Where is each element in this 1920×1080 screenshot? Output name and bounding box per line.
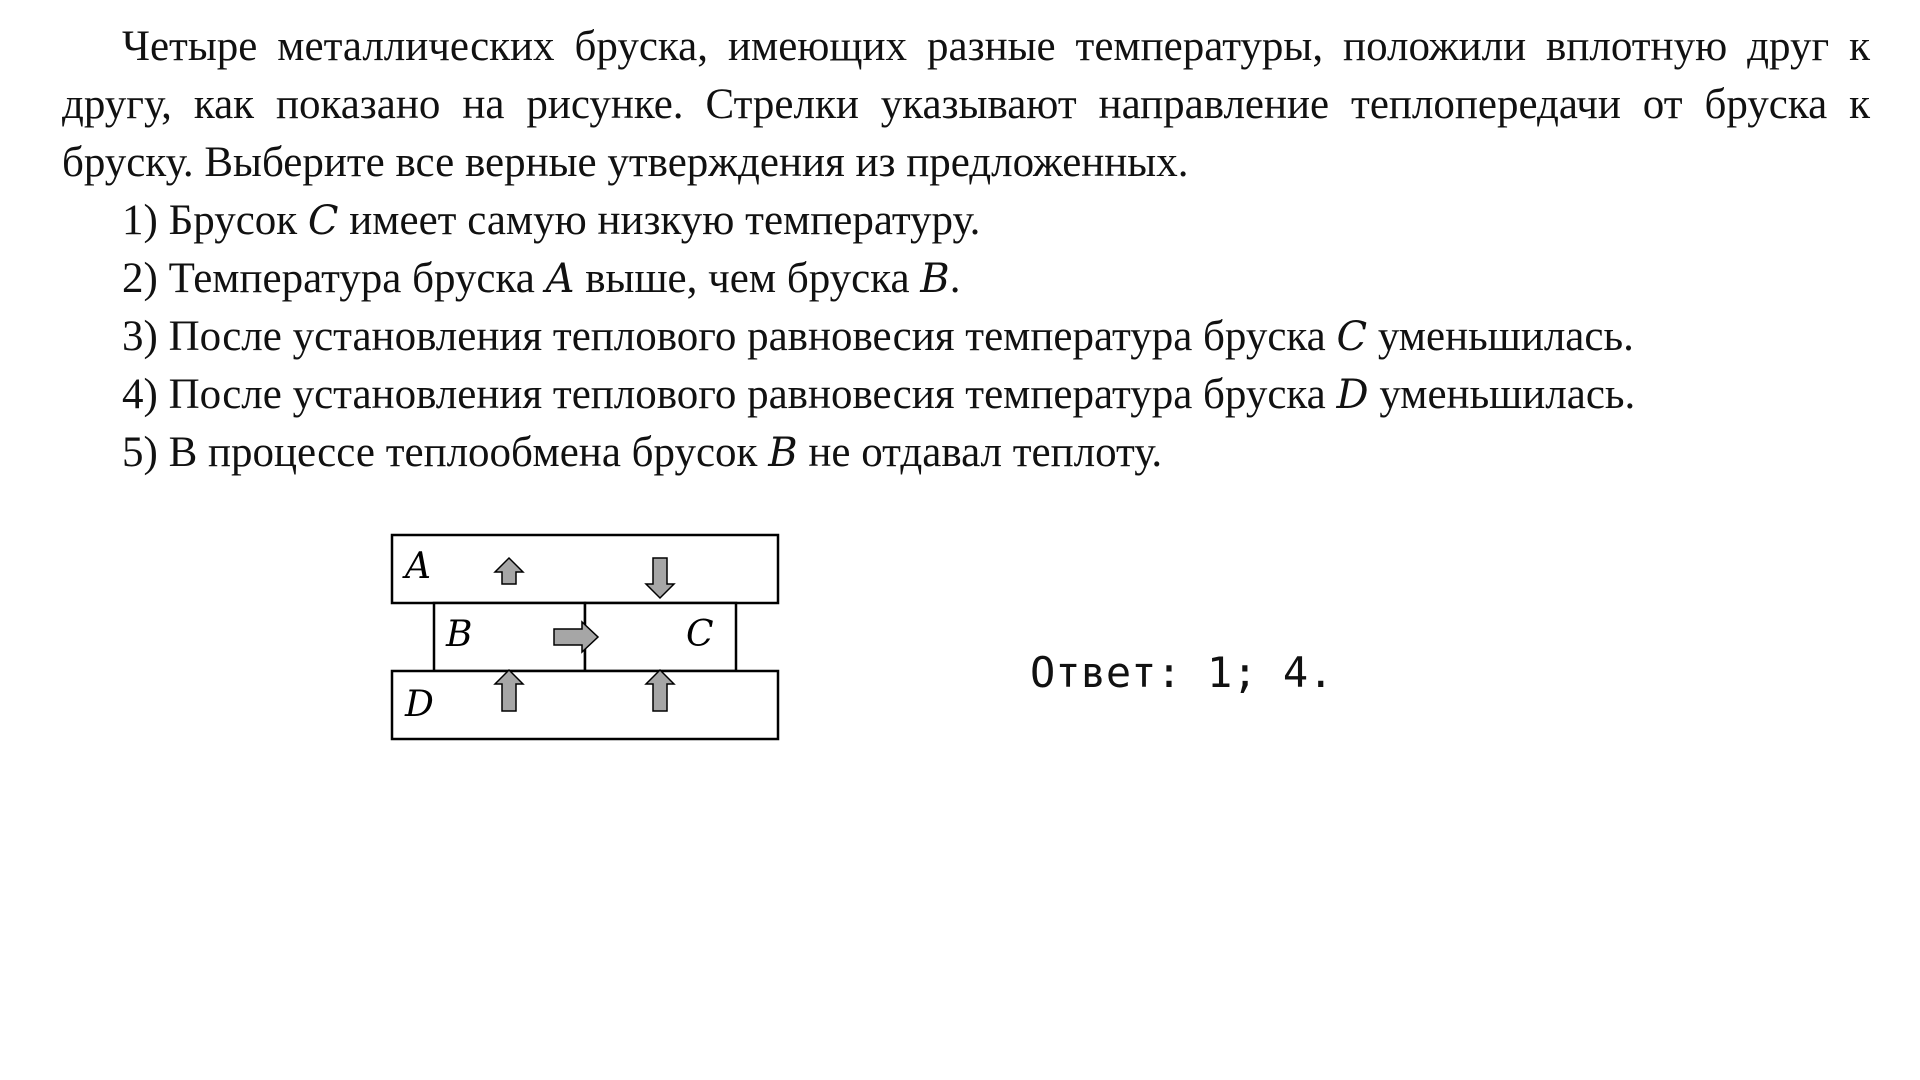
bar-b-label: B	[446, 614, 473, 655]
option-4-start: 4) После установления теплового равновесия температура бруска	[122, 371, 1337, 418]
option-3-variable: C	[1336, 314, 1368, 360]
option-5-end: не отдавал теплоту.	[797, 429, 1163, 476]
option-3-start: 3) После установления теплового равновесия температура бруска	[122, 313, 1337, 360]
option-5	[62, 424, 1870, 482]
bar-a	[392, 535, 778, 603]
option-3-end: уменьшилась.	[1367, 313, 1634, 360]
option-2-middle: выше, чем бруска	[574, 255, 921, 302]
option-1	[62, 192, 1870, 250]
problem-text	[62, 18, 1870, 482]
option-1-variable: C	[307, 198, 339, 244]
heat-transfer-diagram	[385, 528, 777, 738]
option-2-variable: A	[545, 256, 575, 302]
option-1-start: 1) Брусок	[122, 197, 308, 244]
option-2-start: 2) Температура бруска	[122, 255, 546, 302]
problem-intro: Четыре металлических бруска, имеющих разные температуры, положили вплотную друг к другу, как показано на рисунке. Стрелки указывают направление теплопередачи от бруска к бруску. Выберите все верные утверждения из предложенных.	[62, 23, 1870, 186]
option-2-end: .	[949, 255, 961, 302]
option-5-variable: B	[768, 430, 798, 476]
option-4	[62, 366, 1870, 424]
option-3	[62, 308, 1870, 366]
option-4-end: уменьшилась.	[1368, 371, 1636, 418]
bar-d	[392, 671, 778, 739]
option-4-variable: D	[1336, 372, 1369, 418]
option-5-start: 5) В процессе теплообмена брусок	[122, 429, 769, 476]
answer: Ответ: 1; 4.	[1030, 648, 1334, 697]
option-1-end: имеет самую низкую температуру.	[338, 197, 981, 244]
bar-c-label: C	[686, 614, 714, 655]
options-list	[62, 192, 1870, 482]
option-2-variable-2: B	[920, 256, 950, 302]
option-2	[62, 250, 1870, 308]
bar-a-label: A	[405, 546, 431, 587]
bar-d-label: D	[405, 684, 434, 725]
